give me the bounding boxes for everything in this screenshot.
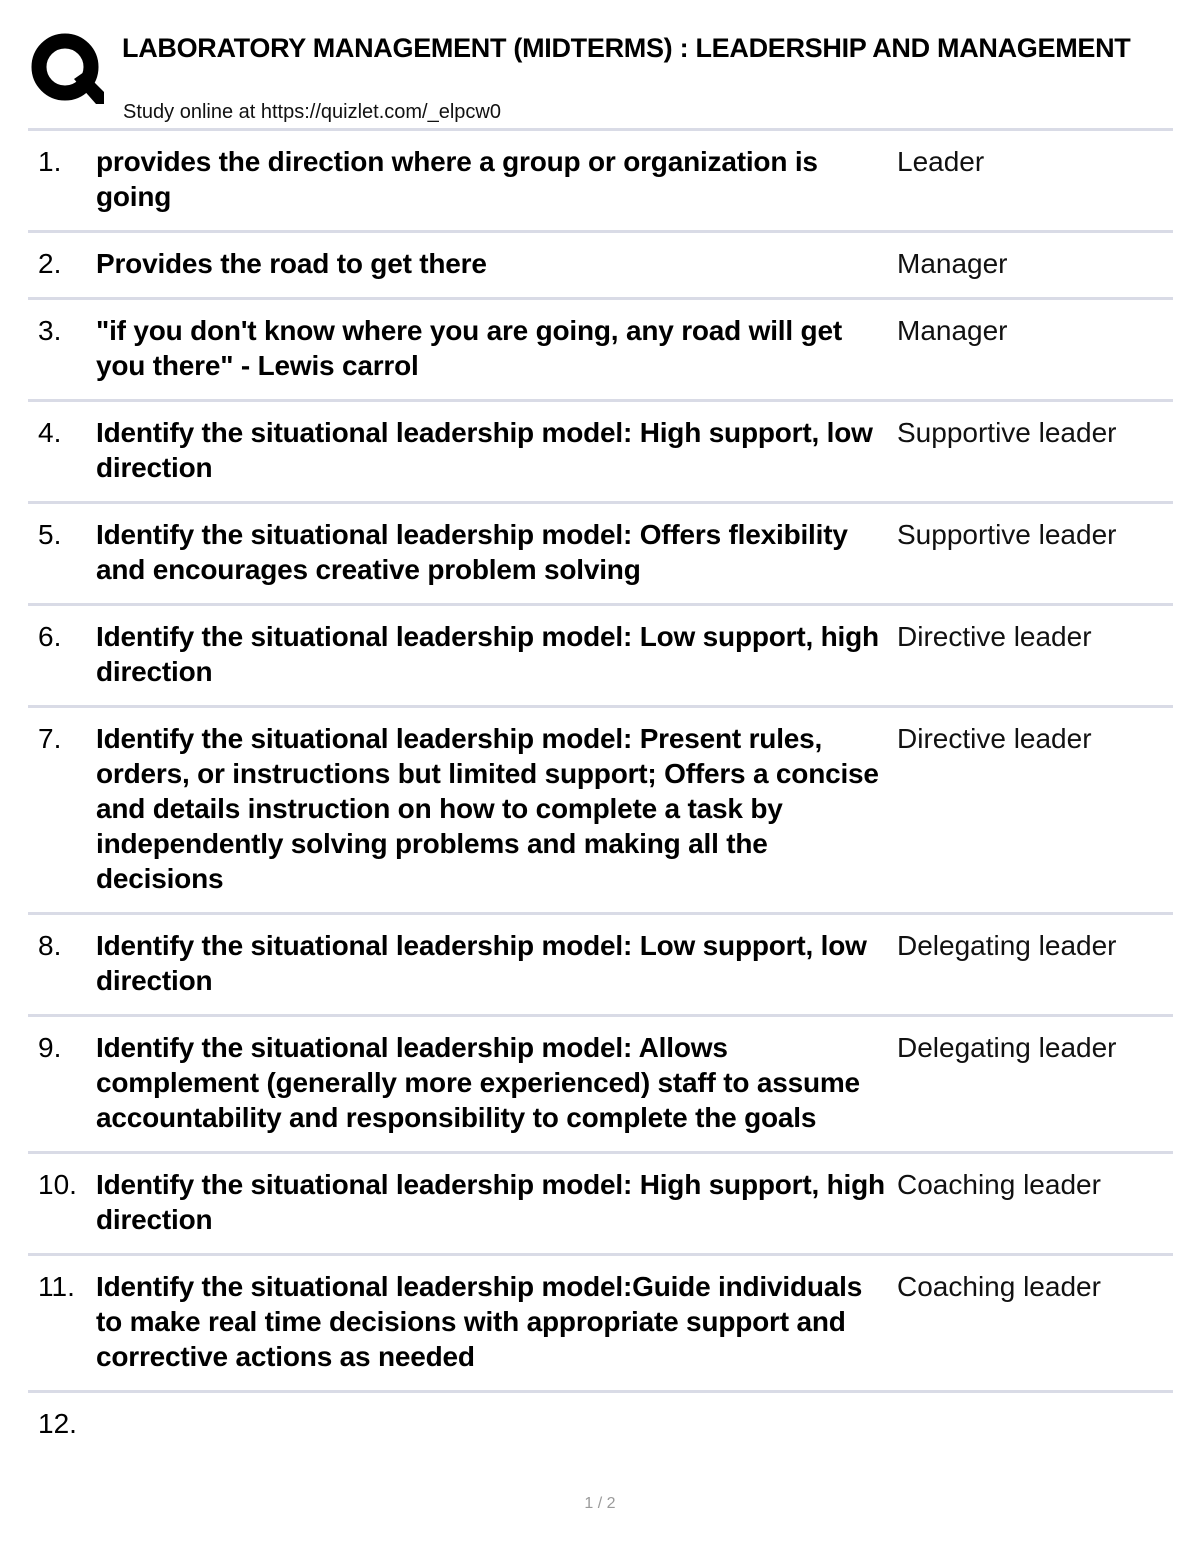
card-definition: Manager (897, 248, 1008, 279)
card-number: 2. (38, 248, 62, 279)
card-number: 6. (38, 621, 62, 652)
flashcard-row (28, 501, 1173, 603)
card-number: 12. (38, 1408, 77, 1439)
card-definition: Manager (897, 315, 1008, 346)
flashcard-row (28, 1151, 1173, 1253)
card-number: 9. (38, 1032, 62, 1063)
card-definition: Directive leader (897, 723, 1092, 754)
card-term: "if you don't know where you are going, any road will get you there" - Lewis carrol (96, 315, 842, 381)
flashcard-row (28, 1014, 1173, 1151)
card-term: Identify the situational leadership model:Guide individuals to make real time decisions with appropriate support and corrective actions as needed (96, 1271, 863, 1372)
study-online-link[interactable]: Study online at https://quizlet.com/_elpcw0 (123, 101, 501, 123)
flashcard-row (28, 912, 1173, 1014)
card-number: 8. (38, 930, 62, 961)
flashcard-row (28, 705, 1173, 912)
flashcard-list (28, 128, 1173, 1439)
card-definition: Coaching leader (897, 1169, 1101, 1200)
card-definition: Delegating leader (897, 930, 1117, 961)
card-term: Identify the situational leadership model: Allows complement (generally more experienced) staff to assume accountability and responsibility to complete the goals (96, 1032, 860, 1133)
card-term: Identify the situational leadership model: Present rules, orders, or instructions but limited support; Offers a concise and details instruction on how to complete a task by independently solving problems and making all the decisions (96, 723, 879, 894)
card-number: 5. (38, 519, 62, 550)
card-term: Identify the situational leadership model: Offers flexibility and encourages creative problem solving (96, 519, 848, 585)
document-title: LABORATORY MANAGEMENT (MIDTERMS) : LEADERSHIP AND MANAGEMENT (122, 33, 1131, 63)
card-definition: Coaching leader (897, 1271, 1101, 1302)
page-indicator: 1 / 2 (584, 1495, 616, 1512)
flashcard-row (28, 399, 1173, 501)
card-term: provides the direction where a group or organization is going (96, 146, 818, 212)
card-definition: Supportive leader (897, 417, 1117, 448)
card-number: 10. (38, 1169, 77, 1200)
quizlet-q-logo-icon (30, 32, 104, 106)
card-definition: Directive leader (897, 621, 1092, 652)
card-definition: Leader (897, 146, 985, 177)
flashcard-row (28, 603, 1173, 705)
card-number: 3. (38, 315, 62, 346)
card-number: 7. (38, 723, 62, 754)
flashcard-row (28, 128, 1173, 230)
card-definition: Supportive leader (897, 519, 1117, 550)
card-term: Identify the situational leadership model: High support, high direction (96, 1169, 885, 1235)
card-definition: Delegating leader (897, 1032, 1117, 1063)
flashcard-row (28, 1253, 1173, 1390)
card-term: Identify the situational leadership model: Low support, high direction (96, 621, 879, 687)
card-number: 11. (38, 1271, 75, 1302)
card-number: 4. (38, 417, 62, 448)
flashcard-row (28, 230, 1173, 297)
card-number: 1. (38, 146, 62, 177)
document-header (28, 28, 1200, 124)
flashcard-row (28, 297, 1173, 399)
card-term: Identify the situational leadership model: Low support, low direction (96, 930, 867, 996)
flashcard-row (28, 1390, 1173, 1439)
card-term: Identify the situational leadership model: High support, low direction (96, 417, 873, 483)
card-term: Provides the road to get there (96, 248, 487, 279)
